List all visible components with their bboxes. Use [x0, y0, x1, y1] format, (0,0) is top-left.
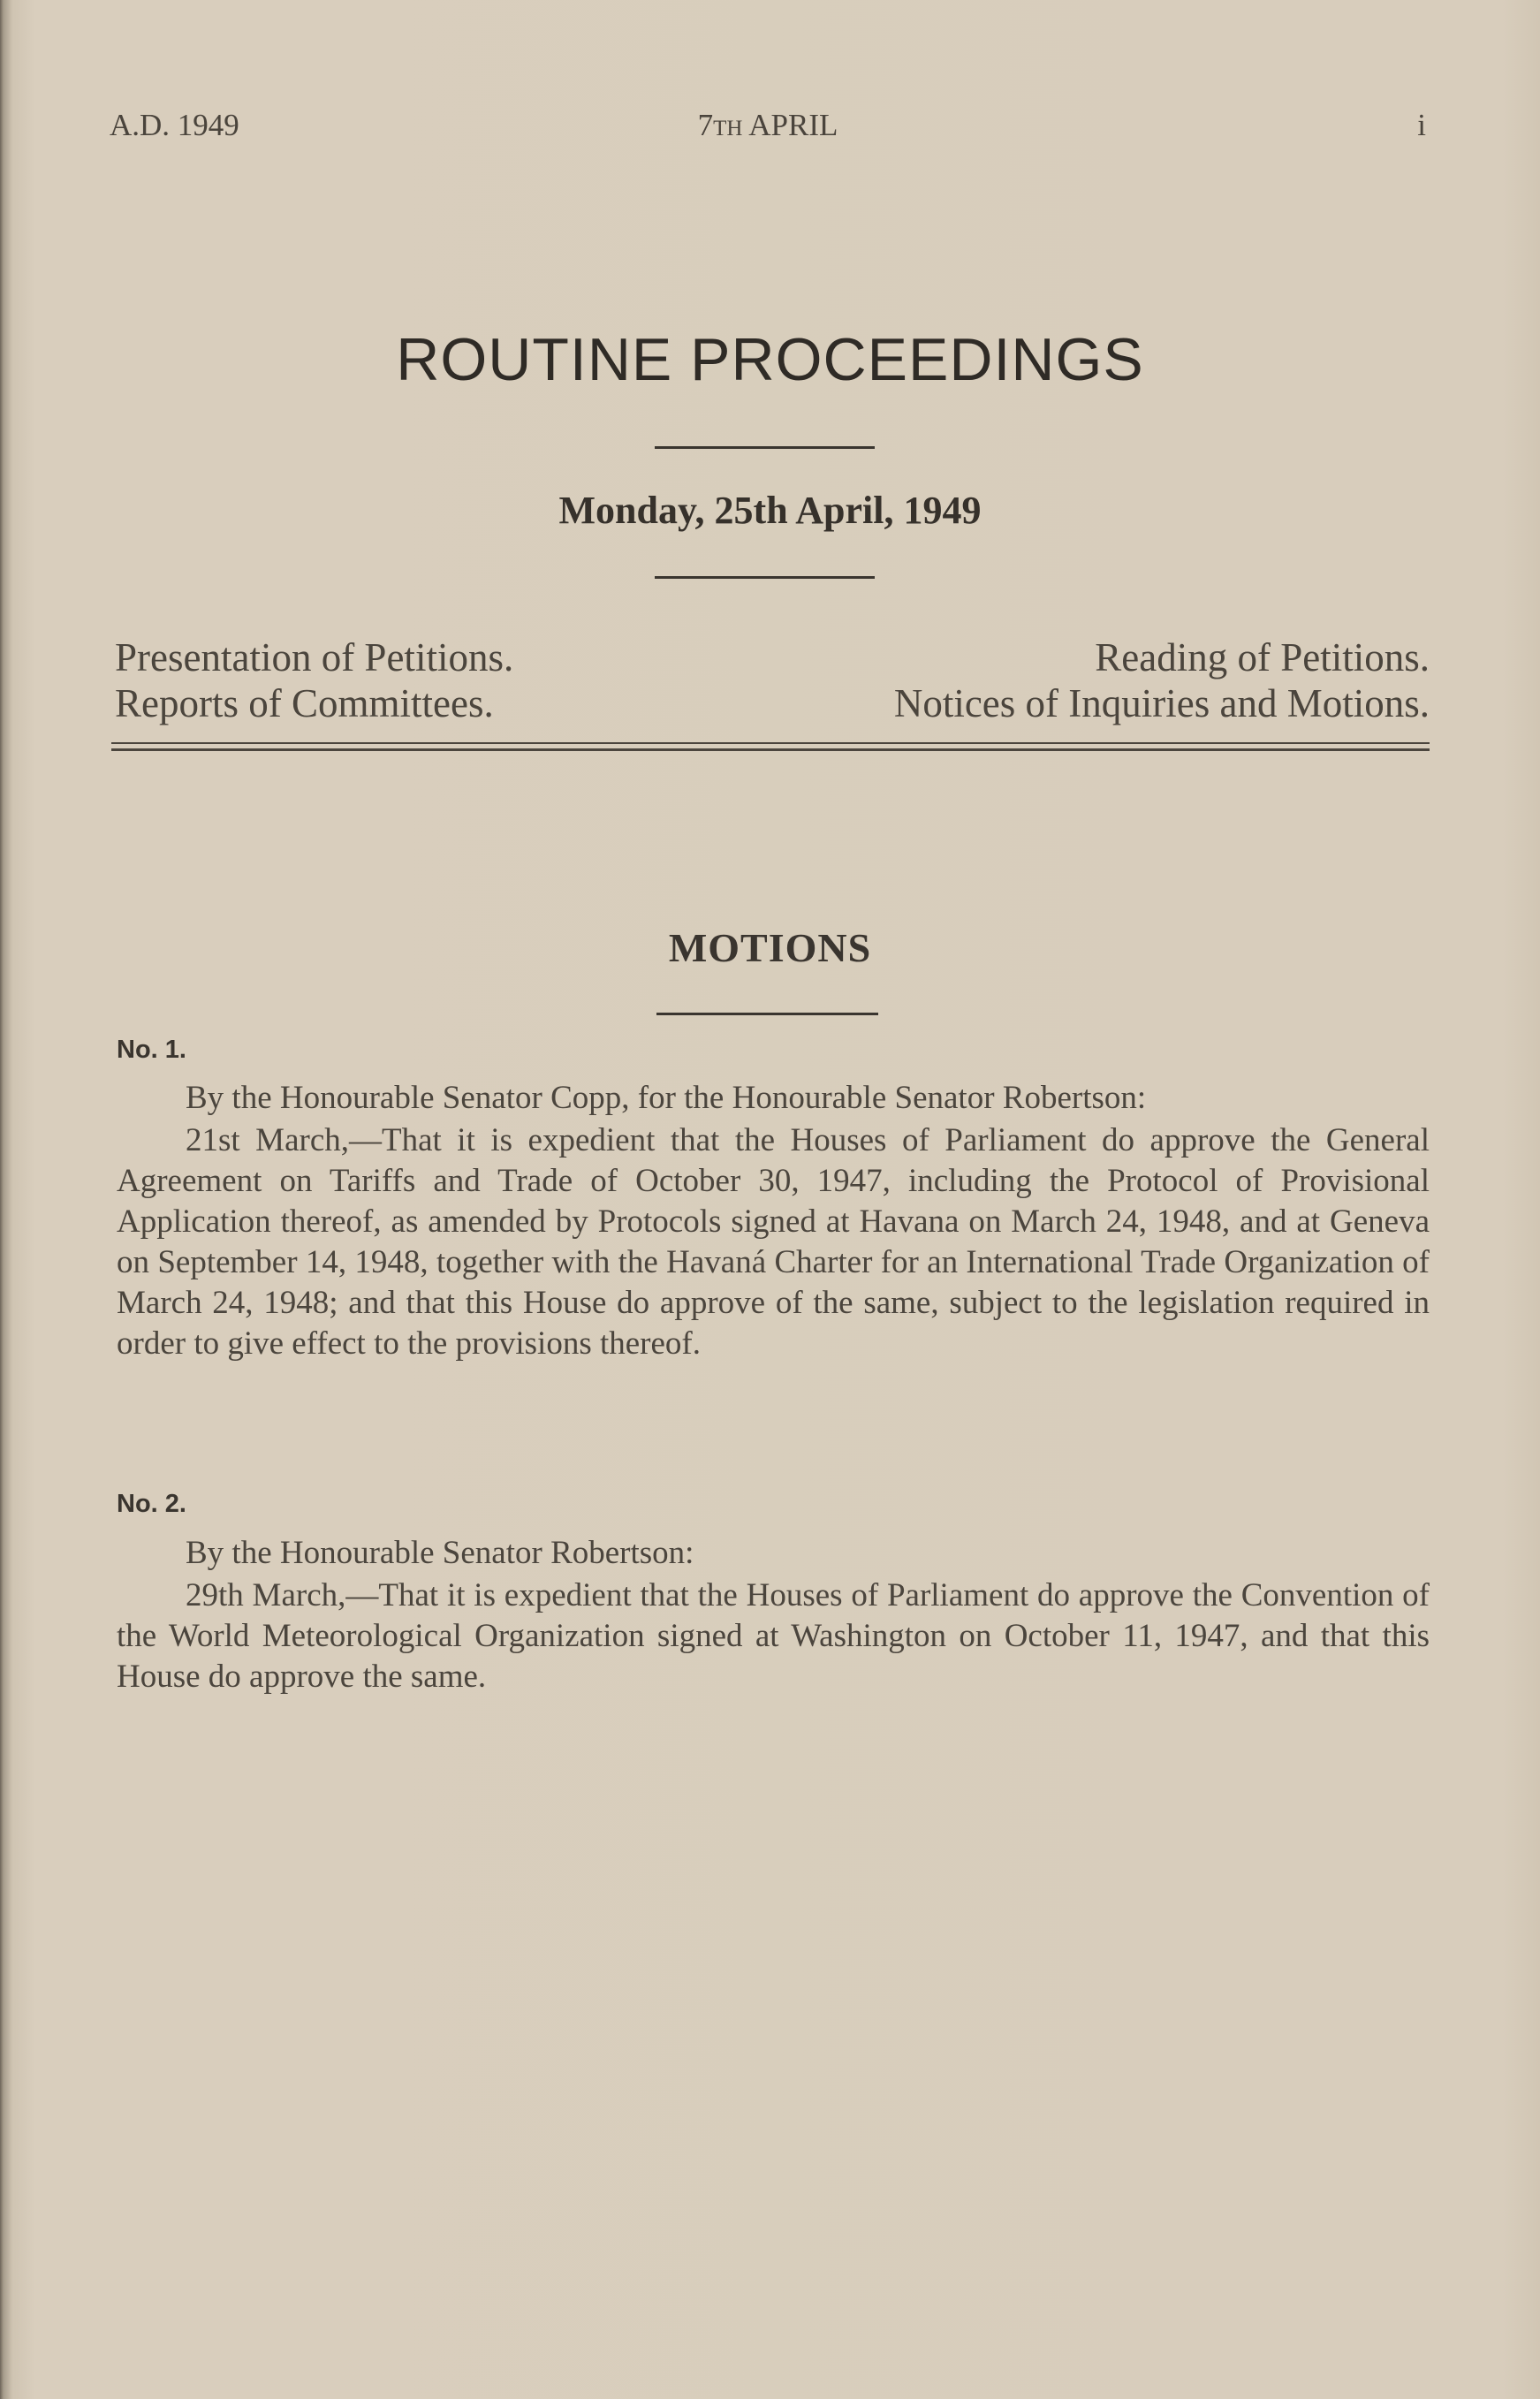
- running-head-month: APRIL: [748, 108, 838, 142]
- page-title: ROUTINE PROCEEDINGS: [396, 326, 1144, 393]
- running-head-date: [110, 108, 1426, 143]
- sitting-date: Monday, 25th April, 1949: [558, 489, 982, 532]
- motion-text: 21st March,—That it is expedient that the Houses of Parliament do approve the General Agreement on Tariffs and Trade of October 30, 1947, including the Protocol of Provisional Application thereof, as amended by Protocols signed at Havana on March 24, 1948, and at Geneva on September 14, 1948, together with the Havaná Charter for an International Trade Organization of March 24, 1948; and that this House do approve of the same, subject to the legislation required in order to give effect to the provisions thereof.: [117, 1122, 1430, 1362]
- page-number: i: [1417, 108, 1426, 142]
- motion-mover: By the Honourable Senator Copp, for the Honourable Senator Robertson:: [186, 1080, 1147, 1116]
- title-rule: [655, 446, 875, 449]
- order-presentation-of-petitions: Presentation of Petitions.: [115, 635, 514, 679]
- running-head-day: 7th: [697, 108, 743, 142]
- running-head: [110, 108, 1426, 152]
- order-reports-of-committees: Reports of Committees.: [115, 681, 494, 725]
- orders-row-2: [115, 680, 1430, 726]
- motion-text: 29th March,—That it is expedient that the Houses of Parliament do approve the Convention of the World Meteorological Organization signed at Washington on October 11, 1947, and that this House do approve the same.: [117, 1577, 1430, 1695]
- motion-1: [117, 1078, 1430, 1364]
- date-rule: [655, 576, 875, 579]
- motion-mover: By the Honourable Senator Robertson:: [186, 1535, 694, 1571]
- order-reading-of-petitions: Reading of Petitions.: [1095, 635, 1430, 679]
- motion-2: [117, 1533, 1430, 1697]
- motions-heading: MOTIONS: [668, 925, 872, 970]
- motion-number: No. 1.: [117, 1036, 186, 1064]
- motions-rule: [656, 1013, 878, 1015]
- order-notices-of-inquiries: Notices of Inquiries and Motions.: [893, 681, 1430, 725]
- motion-number: No. 2.: [117, 1490, 186, 1518]
- orders-row-1: [115, 634, 1430, 680]
- running-head-year: A.D. 1949: [110, 108, 239, 142]
- orders-double-rule: [111, 742, 1430, 751]
